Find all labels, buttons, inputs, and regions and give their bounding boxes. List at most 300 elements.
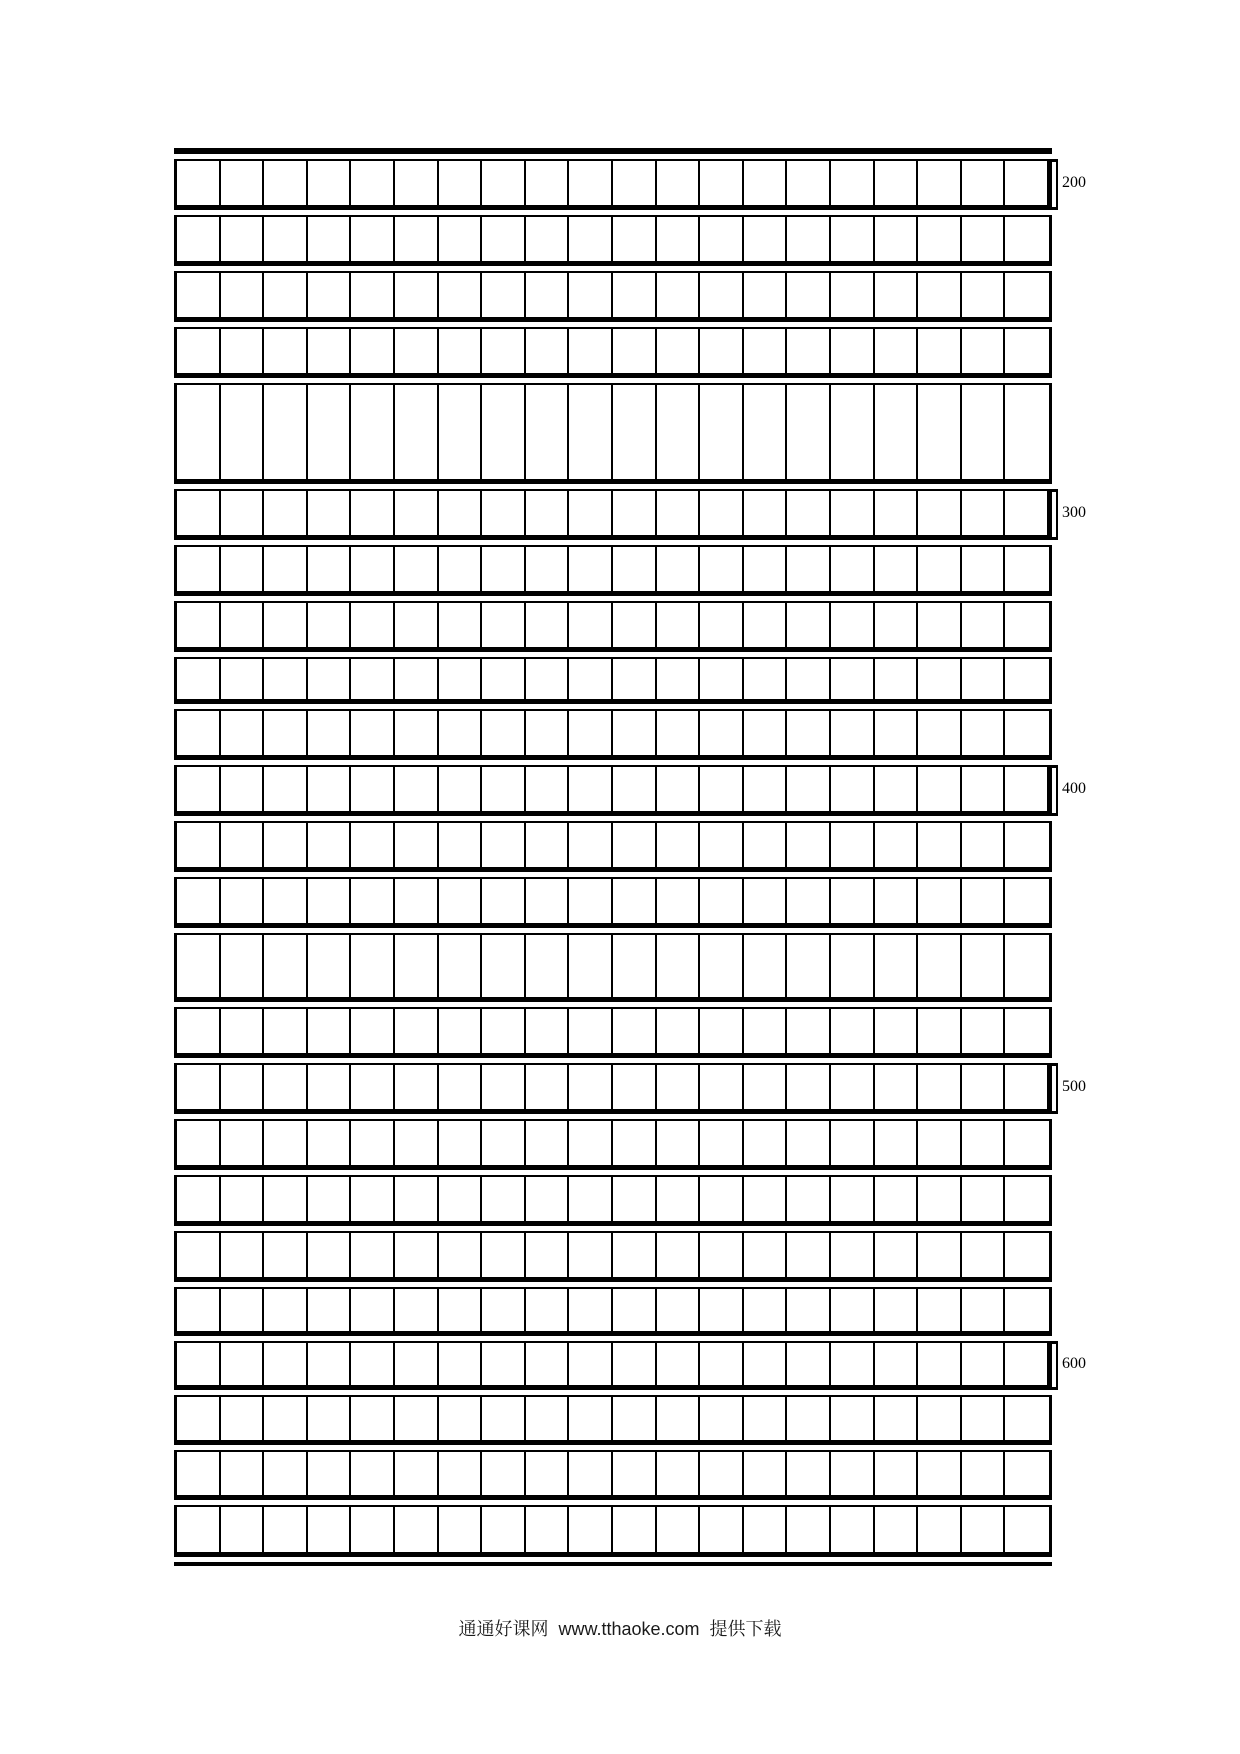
character-cell [439, 1233, 483, 1277]
character-cell [875, 1343, 919, 1385]
character-cell [700, 659, 744, 699]
character-cell [482, 1397, 526, 1440]
character-cell [918, 217, 962, 261]
character-cell [613, 1397, 657, 1440]
character-cell [918, 1233, 962, 1277]
character-cell [700, 1343, 744, 1385]
character-cell [395, 385, 439, 479]
character-cell [613, 1009, 657, 1053]
character-cell [569, 935, 613, 997]
character-cell [482, 1121, 526, 1165]
character-cell [569, 161, 613, 205]
character-cell [918, 603, 962, 647]
character-cell [700, 1397, 744, 1440]
character-cell [657, 273, 701, 317]
character-cell [526, 161, 570, 205]
character-cell [526, 711, 570, 755]
character-cell [787, 1452, 831, 1495]
character-cell [482, 603, 526, 647]
character-cell [177, 385, 221, 479]
character-cell [439, 1397, 483, 1440]
character-cell [264, 1289, 308, 1331]
character-cell [787, 385, 831, 479]
character-cell [308, 217, 352, 261]
grid-row [174, 159, 1086, 210]
character-cell [1005, 935, 1049, 997]
grid-row [174, 1231, 1052, 1282]
character-cell [787, 1065, 831, 1109]
character-cell [526, 491, 570, 535]
character-cell [351, 547, 395, 591]
character-cell [264, 879, 308, 923]
character-cell [918, 1289, 962, 1331]
character-cell [221, 1177, 265, 1221]
character-cell [439, 603, 483, 647]
character-cell [221, 491, 265, 535]
character-cell [962, 1009, 1006, 1053]
character-cell [177, 1507, 221, 1552]
character-cell [482, 161, 526, 205]
character-cell [177, 603, 221, 647]
character-cell [526, 1233, 570, 1277]
character-cell [657, 879, 701, 923]
word-count-marker: 500 [1062, 1078, 1086, 1095]
character-cell [613, 659, 657, 699]
character-cell [221, 1397, 265, 1440]
character-cell [1005, 1121, 1049, 1165]
character-cell [657, 161, 701, 205]
character-cell [744, 1121, 788, 1165]
character-cell [395, 161, 439, 205]
character-cell [264, 329, 308, 373]
character-cell [613, 385, 657, 479]
grid-row [174, 601, 1052, 652]
marker-bracket [1050, 1341, 1058, 1390]
grid-row [174, 1063, 1086, 1114]
character-cell [875, 823, 919, 867]
character-cell [526, 1009, 570, 1053]
character-cell [744, 1289, 788, 1331]
character-cell [351, 329, 395, 373]
character-cell [1005, 659, 1049, 699]
character-cell [1005, 711, 1049, 755]
character-cell [221, 1289, 265, 1331]
character-cell [221, 1065, 265, 1109]
grid-row [174, 1287, 1052, 1336]
character-cell [351, 1507, 395, 1552]
character-cell [787, 491, 831, 535]
grid-row [174, 1007, 1052, 1058]
character-cell [221, 1507, 265, 1552]
character-cell [657, 711, 701, 755]
character-cell [1005, 823, 1049, 867]
character-cell [657, 1343, 701, 1385]
character-cell [395, 547, 439, 591]
character-cell [962, 711, 1006, 755]
character-cell [918, 547, 962, 591]
character-cell [657, 1009, 701, 1053]
character-cell [657, 547, 701, 591]
character-cell [221, 1121, 265, 1165]
character-cell [787, 1233, 831, 1277]
character-cell [351, 491, 395, 535]
character-cell [308, 273, 352, 317]
character-cell [744, 767, 788, 811]
character-cell [439, 711, 483, 755]
character-cell [395, 935, 439, 997]
character-cell [351, 603, 395, 647]
grid-row [174, 327, 1052, 378]
character-cell [221, 547, 265, 591]
character-cell [351, 273, 395, 317]
character-cell [918, 1343, 962, 1385]
character-cell [613, 1177, 657, 1221]
character-cell [787, 603, 831, 647]
character-cell [657, 491, 701, 535]
character-cell [787, 659, 831, 699]
character-cell [831, 385, 875, 479]
character-cell [177, 935, 221, 997]
character-cell [613, 161, 657, 205]
character-cell [308, 659, 352, 699]
character-cell [875, 1121, 919, 1165]
character-cell [526, 1065, 570, 1109]
character-cell [962, 767, 1006, 811]
character-cell [526, 217, 570, 261]
character-cell [526, 1121, 570, 1165]
character-cell [395, 823, 439, 867]
character-cell [221, 711, 265, 755]
character-cell [962, 1289, 1006, 1331]
character-cell [918, 1397, 962, 1440]
character-cell [613, 1507, 657, 1552]
character-cell [351, 1452, 395, 1495]
character-cell [351, 1121, 395, 1165]
character-cell [700, 1233, 744, 1277]
character-cell [918, 711, 962, 755]
grid-row [174, 1341, 1086, 1390]
character-cell [177, 1343, 221, 1385]
character-cell [395, 1009, 439, 1053]
grid-row [174, 1505, 1052, 1557]
character-cell [526, 385, 570, 479]
character-cell [177, 1177, 221, 1221]
character-cell [177, 161, 221, 205]
character-cell [700, 879, 744, 923]
character-cell [657, 659, 701, 699]
grid-row [174, 877, 1052, 928]
character-cell [700, 273, 744, 317]
character-cell [308, 711, 352, 755]
character-cell [787, 547, 831, 591]
character-cell [1005, 547, 1049, 591]
character-cell [787, 161, 831, 205]
character-cell [875, 1233, 919, 1277]
character-cell [308, 1233, 352, 1277]
character-cell [700, 711, 744, 755]
character-cell [875, 1397, 919, 1440]
character-cell [264, 1177, 308, 1221]
character-cell [308, 329, 352, 373]
character-cell [613, 1289, 657, 1331]
character-cell [221, 161, 265, 205]
character-cell [264, 603, 308, 647]
character-cell [439, 273, 483, 317]
character-cell [962, 161, 1006, 205]
character-cell [1005, 1507, 1049, 1552]
character-cell [395, 767, 439, 811]
character-cell [439, 1065, 483, 1109]
character-cell [308, 491, 352, 535]
character-cell [918, 1177, 962, 1221]
character-cell [569, 547, 613, 591]
character-cell [395, 659, 439, 699]
character-cell [657, 935, 701, 997]
character-cell [744, 1065, 788, 1109]
grid-row [174, 215, 1052, 266]
character-cell [787, 879, 831, 923]
character-cell [308, 1397, 352, 1440]
character-cell [700, 603, 744, 647]
character-cell [700, 767, 744, 811]
character-cell [264, 823, 308, 867]
character-cell [831, 767, 875, 811]
character-cell [439, 217, 483, 261]
character-cell [177, 1397, 221, 1440]
character-cell [264, 1507, 308, 1552]
character-cell [787, 1289, 831, 1331]
character-cell [875, 273, 919, 317]
character-cell [700, 1507, 744, 1552]
character-cell [657, 1397, 701, 1440]
word-count-marker: 400 [1062, 780, 1086, 797]
grid-row [174, 383, 1052, 484]
character-cell [613, 1343, 657, 1385]
character-cell [962, 1397, 1006, 1440]
character-cell [569, 1009, 613, 1053]
character-cell [831, 823, 875, 867]
character-cell [439, 935, 483, 997]
grid-row [174, 1450, 1052, 1500]
character-cell [744, 217, 788, 261]
character-cell [831, 217, 875, 261]
character-cell [962, 1065, 1006, 1109]
character-cell [569, 879, 613, 923]
character-cell [351, 823, 395, 867]
character-cell [482, 217, 526, 261]
grid-row [174, 765, 1086, 816]
character-cell [177, 329, 221, 373]
character-cell [657, 385, 701, 479]
character-cell [875, 1507, 919, 1552]
character-cell [177, 273, 221, 317]
character-cell [831, 711, 875, 755]
character-cell [744, 329, 788, 373]
character-cell [308, 1452, 352, 1495]
character-cell [569, 491, 613, 535]
character-cell [918, 273, 962, 317]
character-cell [875, 767, 919, 811]
character-cell [875, 1289, 919, 1331]
grid-top-border [174, 148, 1052, 154]
character-cell [482, 659, 526, 699]
character-cell [177, 1233, 221, 1277]
character-cell [177, 659, 221, 699]
character-cell [569, 329, 613, 373]
character-cell [787, 1009, 831, 1053]
character-cell [787, 217, 831, 261]
character-cell [264, 491, 308, 535]
character-cell [700, 1121, 744, 1165]
character-cell [482, 1507, 526, 1552]
character-cell [526, 603, 570, 647]
character-cell [308, 1065, 352, 1109]
character-cell [787, 935, 831, 997]
character-cell [569, 1343, 613, 1385]
character-cell [177, 1289, 221, 1331]
grid-row [174, 271, 1052, 322]
character-cell [395, 1065, 439, 1109]
character-cell [613, 273, 657, 317]
character-cell [1005, 1177, 1049, 1221]
character-cell [744, 161, 788, 205]
character-cell [439, 1452, 483, 1495]
character-cell [831, 935, 875, 997]
character-cell [613, 1452, 657, 1495]
character-cell [962, 1452, 1006, 1495]
character-cell [831, 1121, 875, 1165]
character-cell [395, 1343, 439, 1385]
character-cell [1005, 1343, 1049, 1385]
character-cell [264, 659, 308, 699]
character-cell [831, 1289, 875, 1331]
character-cell [657, 767, 701, 811]
character-cell [962, 879, 1006, 923]
character-cell [744, 273, 788, 317]
character-cell [264, 1452, 308, 1495]
character-cell [962, 491, 1006, 535]
character-cell [177, 1121, 221, 1165]
character-cell [962, 935, 1006, 997]
character-cell [439, 879, 483, 923]
character-cell [308, 161, 352, 205]
word-count-marker: 600 [1062, 1355, 1086, 1372]
character-cell [264, 711, 308, 755]
character-cell [569, 217, 613, 261]
character-cell [395, 273, 439, 317]
character-cell [351, 1065, 395, 1109]
character-cell [569, 1177, 613, 1221]
grid-row [174, 821, 1052, 872]
character-cell [875, 659, 919, 699]
character-cell [177, 1009, 221, 1053]
character-cell [875, 1065, 919, 1109]
character-cell [221, 767, 265, 811]
character-cell [482, 1065, 526, 1109]
character-cell [657, 329, 701, 373]
character-cell [526, 1177, 570, 1221]
character-cell [962, 217, 1006, 261]
character-cell [395, 711, 439, 755]
character-cell [569, 385, 613, 479]
character-cell [657, 823, 701, 867]
character-cell [613, 547, 657, 591]
character-cell [918, 935, 962, 997]
character-cell [744, 935, 788, 997]
character-cell [264, 935, 308, 997]
grid-bottom-border [174, 1562, 1052, 1566]
character-cell [526, 1343, 570, 1385]
character-cell [1005, 329, 1049, 373]
character-cell [613, 1233, 657, 1277]
character-cell [482, 879, 526, 923]
character-cell [700, 217, 744, 261]
character-cell [875, 1177, 919, 1221]
character-cell [395, 603, 439, 647]
character-cell [177, 1452, 221, 1495]
character-cell [875, 547, 919, 591]
character-cell [439, 385, 483, 479]
character-cell [482, 767, 526, 811]
character-cell [1005, 603, 1049, 647]
character-cell [700, 1065, 744, 1109]
character-cell [482, 547, 526, 591]
character-cell [439, 823, 483, 867]
character-cell [177, 217, 221, 261]
character-cell [526, 659, 570, 699]
character-cell [657, 1507, 701, 1552]
character-cell [569, 1065, 613, 1109]
character-cell [744, 823, 788, 867]
character-cell [351, 161, 395, 205]
character-cell [1005, 161, 1049, 205]
character-cell [700, 1452, 744, 1495]
character-cell [177, 547, 221, 591]
character-cell [221, 879, 265, 923]
character-cell [918, 1065, 962, 1109]
character-cell [569, 273, 613, 317]
character-cell [221, 1452, 265, 1495]
character-cell [1005, 1289, 1049, 1331]
character-cell [875, 385, 919, 479]
character-cell [569, 1121, 613, 1165]
character-cell [264, 1397, 308, 1440]
character-cell [482, 1009, 526, 1053]
character-cell [787, 1507, 831, 1552]
character-cell [526, 823, 570, 867]
character-cell [831, 161, 875, 205]
character-cell [657, 1065, 701, 1109]
character-cell [1005, 767, 1049, 811]
character-cell [395, 1452, 439, 1495]
character-cell [831, 1507, 875, 1552]
character-cell [875, 1452, 919, 1495]
character-cell [700, 823, 744, 867]
character-cell [395, 1289, 439, 1331]
character-cell [744, 547, 788, 591]
character-cell [744, 603, 788, 647]
character-cell [569, 1452, 613, 1495]
character-cell [395, 1397, 439, 1440]
character-cell [787, 711, 831, 755]
character-cell [221, 1233, 265, 1277]
character-cell [1005, 1233, 1049, 1277]
character-cell [221, 935, 265, 997]
character-cell [482, 1452, 526, 1495]
character-cell [1005, 1009, 1049, 1053]
character-cell [1005, 879, 1049, 923]
character-cell [569, 603, 613, 647]
